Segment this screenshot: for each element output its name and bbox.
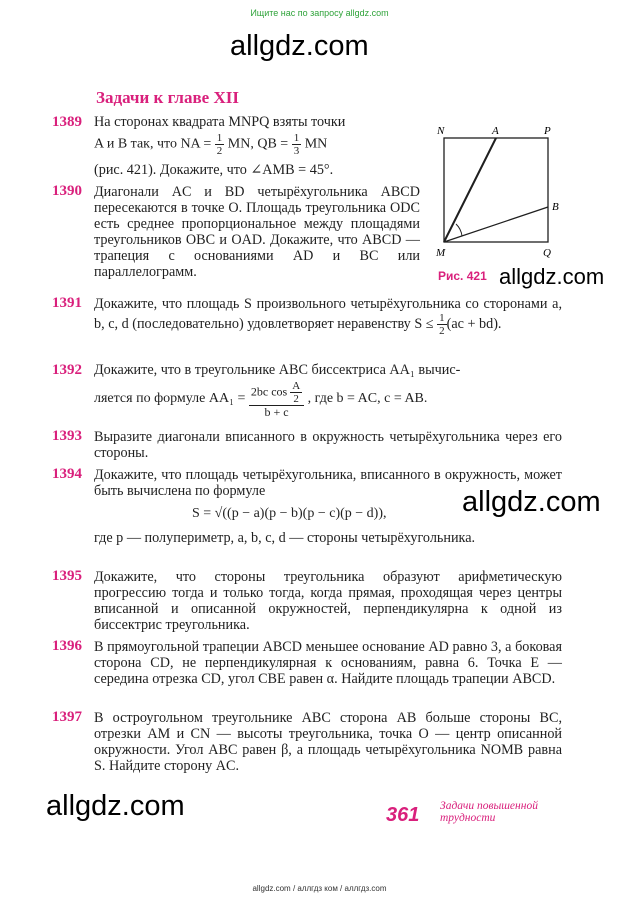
label-a: A <box>492 125 499 137</box>
angle-arc <box>456 224 462 236</box>
problem-text: Докажите, что в треугольнике ABC биссектриса AA₁ вычис- <box>94 362 461 378</box>
text-span: MN, QB = <box>227 136 289 152</box>
problem-text <box>94 296 562 337</box>
top-banner: Ищите нас по запросу allgdz.com <box>250 8 389 18</box>
problem-text: Диагонали AC и BD четырёхугольника ABCD пересекаются в точке O. Площадь треугольника ODC есть среднее пропорциональное между площадями треугольников OBC и OAD. Докажите, что ABCD — трапеция с основаниями AD и BC или параллелограмм. <box>94 184 420 280</box>
problem-number: 1391 <box>52 295 82 311</box>
problem-text: Докажите, что площадь четырёхугольника, вписанного в окружность, может быть вычислена по формуле <box>94 467 562 499</box>
problem-text: На сторонах квадрата MNPQ взяты точки <box>94 114 346 130</box>
square-mnpq <box>444 138 548 242</box>
problem-number: 1393 <box>52 428 82 444</box>
watermark: allgdz.com <box>462 486 601 518</box>
figure-421 <box>432 120 572 260</box>
problem-text: где p — полупериметр, a, b, c, d — стороны четырёхугольника. <box>94 530 476 546</box>
problem-text: Докажите, что стороны треугольника образуют арифметическую прогрессию тогда и только тогда, когда прямая, проходящая через центры вписанной и описанной окружностей, перпендикулярна к одной из биссектрис треугольника. <box>94 569 562 633</box>
problem-text: В прямоугольной трапеции ABCD меньшее основание AD равно 3, а боковая сторона CD, не перпендикулярная к основаниям, равна 6. Точка E — середина отрезка CD, угол CBE равен α. Найдите площадь трапеции ABCD. <box>94 639 562 687</box>
problem-number: 1397 <box>52 709 82 725</box>
fraction: $\frac{1}{2}$ <box>216 132 223 157</box>
fraction: $\frac{1}{3}$ <box>293 132 300 157</box>
problem-number: 1392 <box>52 362 82 378</box>
problem-text: В остроугольном треугольнике ABC сторона AB больше стороны BC, отрезки AM и CN — высоты треугольника, точка O — центр описанной окружности. Угол ABC равен β, а площадь четырёхугольника NOMB равна S. Найдите сторону AC. <box>94 710 562 774</box>
fraction: 2bc cos $\frac{A}{2}$ b + c <box>249 380 304 418</box>
text-span: Докажите, что площадь S произвольного четырёхугольника со сторонами a, b, c, d (последовательно) удовлетворяет неравенству S ≤ <box>94 296 562 332</box>
text-span: A и B так, что NA = <box>94 136 212 152</box>
watermark: allgdz.com <box>46 790 185 822</box>
segment-ma <box>444 138 496 242</box>
chapter-heading: Задачи к главе XII <box>96 88 239 107</box>
text-span: , где b = AC, c = AB. <box>307 391 428 407</box>
watermark: allgdz.com <box>230 30 369 62</box>
problem-formula: S = √((p − a)(p − b)(p − c)(p − d)), <box>192 506 387 521</box>
footer: allgdz.com / аллгдз ком / аллгдз.com <box>252 884 387 893</box>
label-q: Q <box>543 247 551 259</box>
fraction: $\frac{1}{2}$ <box>439 312 445 337</box>
problem-formula <box>94 380 427 418</box>
label-n: N <box>437 125 445 137</box>
watermark: allgdz.com <box>499 264 605 289</box>
problem-text: (рис. 421). Докажите, что ∠AMB = 45°. <box>94 162 334 178</box>
problem-number: 1394 <box>52 466 82 482</box>
text-span: MN <box>304 136 328 152</box>
page-section-note: Задачи повышенной трудности <box>440 800 538 824</box>
label-b: B <box>552 201 559 213</box>
problem-text <box>94 132 327 157</box>
problem-number: 1395 <box>52 568 82 584</box>
text-span: (ac + bd). <box>446 315 502 332</box>
label-m: M <box>436 247 446 259</box>
label-p: P <box>544 125 551 137</box>
problem-number: 1389 <box>52 114 82 130</box>
page-number: 361 <box>386 804 420 826</box>
problem-text: Выразите диагонали вписанного в окружность четырёхугольника через его стороны. <box>94 429 562 461</box>
figure-caption: Рис. 421 <box>438 269 487 283</box>
problem-number: 1390 <box>52 183 82 199</box>
text-span: ляется по формуле AA₁ = <box>94 391 246 407</box>
problem-number: 1396 <box>52 638 82 654</box>
